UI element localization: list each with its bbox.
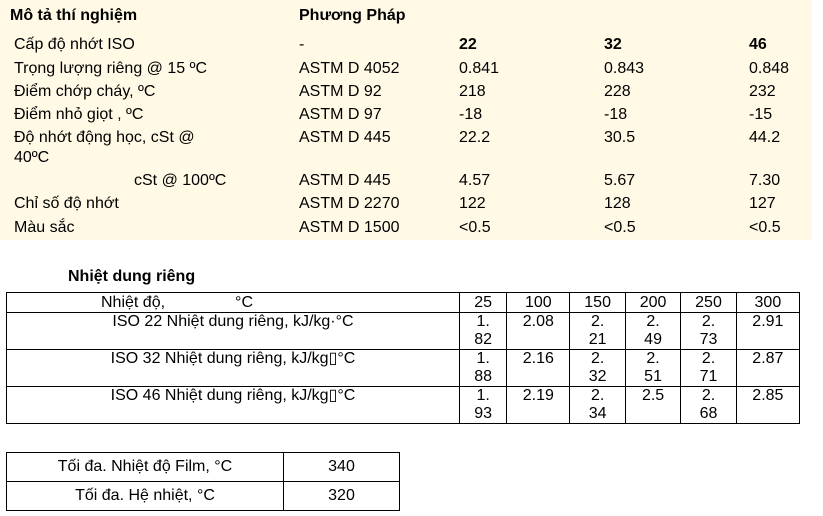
value-text: 2.32	[588, 350, 607, 385]
value-text: 2.49	[644, 313, 662, 348]
row-label: ISO 32 Nhiệt dung riêng, kJ/kg▯°C	[7, 350, 460, 387]
temp-cell: 250	[681, 293, 736, 313]
value-text: 1.88	[474, 350, 492, 385]
iso22-value: <0.5	[459, 219, 491, 236]
temp-cell: 100	[507, 293, 570, 313]
table-header-row	[7, 293, 800, 313]
row-label: ISO 46 Nhiệt dung riêng, kJ/kg▯°C	[7, 387, 460, 424]
iso32-value: <0.5	[604, 219, 636, 236]
max-temperature-table	[6, 452, 400, 511]
value-text: 2.51	[644, 350, 662, 385]
value-cell: 2.08	[507, 313, 570, 350]
value-text: 2.73	[699, 313, 718, 348]
value-cell	[460, 387, 507, 424]
temperature-header-cell	[7, 293, 460, 313]
property-label: cSt @ 100ºC	[134, 172, 227, 189]
temperature-header-label: Nhiệt độ,	[101, 294, 166, 311]
temp-cell: 300	[736, 293, 799, 313]
max-film-temp-value: 340	[284, 453, 400, 482]
value-cell	[625, 350, 680, 387]
temp-cell: 25	[460, 293, 507, 313]
property-label: Màu sắc	[14, 219, 75, 236]
iso46-value: 232	[749, 83, 776, 100]
value-cell	[625, 313, 680, 350]
value-cell	[570, 313, 625, 350]
value-cell: 2.85	[736, 387, 799, 424]
iso22-value: 22	[459, 36, 477, 53]
row-label: ISO 22 Nhiệt dung riêng, kJ/kg·°C	[7, 313, 460, 350]
value-cell	[460, 313, 507, 350]
test-method: ASTM D 97	[299, 106, 382, 123]
property-label: Điểm nhỏ giọt , ºC	[14, 106, 144, 123]
value-cell	[570, 350, 625, 387]
table-row	[7, 387, 800, 424]
value-text: 1.82	[474, 313, 492, 348]
iso46-value: <0.5	[749, 219, 781, 236]
method-header: Phương Pháp	[299, 7, 406, 24]
temperature-header-unit: °C	[235, 294, 253, 311]
value-cell	[681, 387, 736, 424]
iso32-value: 32	[604, 36, 622, 53]
iso32-value: 128	[604, 195, 631, 212]
value-text: 1.93	[474, 387, 492, 422]
iso32-value: 0.843	[604, 60, 645, 77]
value-cell: 2.91	[736, 313, 799, 350]
test-method: ASTM D 92	[299, 83, 382, 100]
property-label: Điểm chớp cháy, ºC	[14, 83, 156, 100]
property-label-continued: 40ºC	[14, 149, 50, 166]
table-row	[7, 453, 400, 482]
iso22-value: 22.2	[459, 129, 491, 146]
value-text: 2.34	[588, 387, 607, 422]
iso46-value: -15	[749, 106, 773, 123]
test-method: ASTM D 2270	[299, 195, 400, 212]
iso46-value: 0.848	[749, 60, 790, 77]
max-system-temp-label: Tối đa. Hệ nhiệt, °C	[7, 482, 284, 511]
iso22-value: 122	[459, 195, 486, 212]
property-label: Độ nhớt động học, cSt @	[14, 129, 195, 146]
heat-capacity-table	[6, 292, 800, 424]
value-cell: 2.16	[507, 350, 570, 387]
iso46-value: 7.30	[749, 172, 781, 189]
iso46-value: 127	[749, 195, 776, 212]
table-row	[7, 482, 400, 511]
value-text: 2.68	[699, 387, 718, 422]
iso32-value: 228	[604, 83, 631, 100]
property-label: Trọng lượng riêng @ 15 ºC	[14, 60, 207, 77]
property-label: Cấp độ nhớt ISO	[14, 36, 135, 53]
value-text: 2.71	[699, 350, 718, 385]
temp-cell: 200	[625, 293, 680, 313]
value-cell	[570, 387, 625, 424]
value-cell: 2.5	[625, 387, 680, 424]
iso46-value: 44.2	[749, 129, 781, 146]
temp-cell: 150	[570, 293, 625, 313]
iso32-value: 30.5	[604, 129, 636, 146]
iso22-value: 218	[459, 83, 486, 100]
iso22-value: 4.57	[459, 172, 491, 189]
value-cell	[460, 350, 507, 387]
description-header: Mô tả thí nghiệm	[10, 7, 138, 24]
table-row	[7, 350, 800, 387]
value-cell: 2.19	[507, 387, 570, 424]
value-text: 2.21	[588, 313, 607, 348]
value-cell	[681, 350, 736, 387]
test-method: ASTM D 1500	[299, 219, 400, 236]
iso46-value: 46	[749, 36, 767, 53]
iso22-value: 0.841	[459, 60, 500, 77]
test-method: ASTM D 445	[299, 172, 391, 189]
value-cell: 2.87	[736, 350, 799, 387]
test-method: ASTM D 445	[299, 129, 391, 146]
iso32-value: -18	[604, 106, 628, 123]
value-cell	[681, 313, 736, 350]
iso22-value: -18	[459, 106, 483, 123]
table-row	[7, 313, 800, 350]
test-method: -	[299, 36, 305, 53]
test-method: ASTM D 4052	[299, 60, 400, 77]
property-label: Chỉ số độ nhớt	[14, 195, 119, 212]
iso32-value: 5.67	[604, 172, 636, 189]
max-system-temp-value: 320	[284, 482, 400, 511]
max-film-temp-label: Tối đa. Nhiệt độ Film, °C	[7, 453, 284, 482]
heat-capacity-title: Nhiệt dung riêng	[68, 268, 196, 285]
